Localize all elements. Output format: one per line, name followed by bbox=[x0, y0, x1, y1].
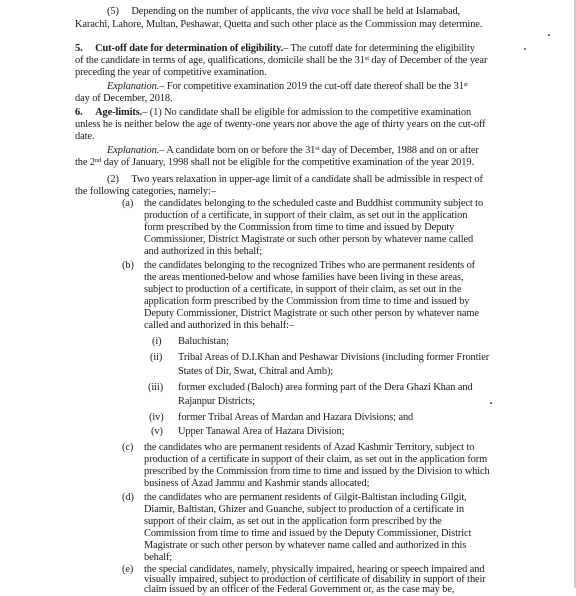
sec5-line-2 bbox=[75, 55, 487, 67]
sec6-expl-l2-text: the 2 bbox=[75, 157, 95, 168]
item-b-sub-ii-line-1: Tribal Areas of D.I.Khan and Peshawar Divisions (including former Frontier bbox=[178, 352, 490, 363]
sec6-expl-text: – A candidate born on or before the 31 bbox=[159, 145, 316, 156]
sec6-explanation-line-2 bbox=[75, 157, 474, 169]
item-e-line-1: the special candidates, namely, physically impaired, hearing or speech impaired and bbox=[144, 564, 485, 575]
item-d-line-3: support of their claim, as set out in the application form prescribed by the bbox=[144, 516, 442, 527]
item-b-sub-iii-line-2: Rajanpur Districts; bbox=[178, 396, 255, 407]
item-b-sub-ii-line-2: States of Dir, Swat, Chitral and Amb); bbox=[178, 366, 334, 377]
item-b-line-5: Deputy Commissioner, District Magistrate or such other person by whatever name bbox=[144, 308, 479, 319]
para5-text: Depending on the number of applicants, the bbox=[131, 6, 312, 17]
item-e-line-2: visually impaired, subject to production of certificate of disability in support of their bbox=[144, 574, 486, 585]
item-a-line-4: Commissioner, District Magistrate or such other person by whatever name called bbox=[144, 234, 474, 245]
item-c-line-4: business of Azad Jammu and Kashmir stands allocated; bbox=[144, 478, 370, 489]
item-b-sub-iv-text: former Tribal Areas of Mardan and Hazara Divisions; and bbox=[178, 412, 414, 423]
item-b-label: (b) bbox=[122, 260, 134, 271]
item-b-sub-i-text: Baluchistan; bbox=[178, 336, 229, 347]
sec5-expl-sup: st bbox=[463, 81, 468, 88]
item-a-label: (a) bbox=[122, 198, 134, 209]
item-b-line-3: subject to production of a certificate, in support of their claim, as set out in the bbox=[144, 284, 462, 295]
sec6-text: – (1) No candidate shall be eligible for admission to the competitive examination bbox=[142, 107, 472, 118]
sec5-l2-text: of the candidate in terms of age, qualifications, domicile shall be the 31 bbox=[75, 55, 365, 66]
scan-speck bbox=[548, 34, 550, 36]
item-b-sub-v-number: (v) bbox=[151, 426, 163, 437]
sec6-sub2-line-2: the following categories, namely:– bbox=[75, 186, 216, 197]
item-d-line-6: behalf; bbox=[144, 552, 173, 563]
item-b-line-4: application form prescribed by the Commission from time to time and issued by bbox=[144, 296, 470, 307]
item-d-line-4: Commission from time to time and issued by the Deputy Commissioner, District bbox=[144, 528, 472, 539]
para5-line-1 bbox=[107, 6, 460, 18]
item-b-sub-v-text: Upper Tanawal Area of Hazara Division; bbox=[178, 426, 345, 437]
item-a-line-3: form prescribed by the Commission from time to time and issued by Deputy bbox=[144, 222, 455, 233]
sec5-number: 5. bbox=[75, 43, 83, 54]
sec6-expl-label: Explanation. bbox=[107, 145, 160, 156]
sec6-expl-l2-end: day of January, 1998 shall not be eligible for the competitive examination of the year 2019. bbox=[101, 157, 474, 168]
sec6-line-2: unless he is neither below the age of twenty-one years nor above the age of thirty years on the cut-off bbox=[75, 119, 486, 130]
sec5-line-1 bbox=[75, 43, 475, 55]
item-d-label: (d) bbox=[122, 492, 134, 503]
item-e-line-3: claim issued by an officer of the Federal Government or, as the case may be, bbox=[144, 584, 455, 595]
item-d-line-5: Magistrate or such other person by whatever name called and authorized in this bbox=[144, 540, 467, 551]
item-c-line-3: prescribed by the Commission from time to time and issued by the Division to which bbox=[144, 466, 490, 477]
sec6-sub2-line-1 bbox=[107, 174, 483, 186]
sec5-expl-text: – For competitive examination 2019 the cut-off date thereof shall be the 31 bbox=[159, 81, 464, 92]
sec6-sub2-text: Two years relaxation in upper-age limit of a candidate shall be admissible in respect of bbox=[131, 174, 483, 185]
sec5-heading: Cut-off date for determination of eligibility. bbox=[95, 43, 284, 54]
item-c-label: (c) bbox=[122, 442, 134, 453]
sec6-expl-l2-sup: nd bbox=[95, 157, 102, 164]
item-b-line-2: the areas mentioned-below and whose families have been living in these areas, bbox=[144, 272, 464, 283]
para5-line-2: Karachi, Lahore, Multan, Peshawar, Quetta and such other place as the Commission may determine. bbox=[75, 19, 483, 30]
sec5-l2-end: day of December of the year bbox=[368, 55, 488, 66]
scan-speck bbox=[490, 402, 492, 404]
para5-text-end: shall be held at Islamabad, bbox=[349, 6, 461, 17]
sec5-explanation bbox=[107, 81, 468, 93]
item-d-line-1: the candidates who are permanent residents of Gilgit-Baltistan including Gilgit, bbox=[144, 492, 467, 503]
sec6-expl-text-2: day of December, 1988 and on or after bbox=[319, 145, 479, 156]
item-c-line-1: the candidates who are permanent residents of Azad Kashmir Territory, subject to bbox=[144, 442, 475, 453]
item-b-line-6: called and authorized in this behalf:– bbox=[144, 320, 294, 331]
sec6-line-1 bbox=[75, 107, 471, 119]
sec5-explanation-line-2: day of December, 2018. bbox=[75, 93, 173, 104]
sec6-sub2-number: (2) bbox=[107, 174, 119, 185]
item-a-line-2: production of a certificate, in support of their claim, as set out in the application bbox=[144, 210, 468, 221]
sec6-number: 6. bbox=[75, 107, 83, 118]
item-c-line-2: production of a certificate in support of their claim, as set out in the application form bbox=[144, 454, 488, 465]
sec5-line-3: preceding the year of competitive examination. bbox=[75, 67, 267, 78]
scan-speck bbox=[524, 48, 526, 50]
item-e-label: (e) bbox=[122, 564, 134, 575]
item-b-sub-iii-line-1: former excluded (Baloch) area forming part of the Dera Ghazi Khan and bbox=[178, 382, 473, 393]
sec5-expl-label: Explanation. bbox=[107, 81, 160, 92]
sec5-text: – The cutoff date for determining the eligibility bbox=[283, 43, 475, 54]
item-b-sub-iii-number: (iii) bbox=[148, 382, 164, 393]
sec6-line-3: date. bbox=[75, 131, 95, 142]
para5-italic: viva voce bbox=[311, 6, 350, 17]
sec5-l2-sup: st bbox=[364, 55, 369, 62]
sec6-expl-sup: st bbox=[315, 145, 320, 152]
item-a-line-1: the candidates belonging to the scheduled caste and Buddhist community subject to bbox=[144, 198, 484, 209]
item-b-sub-ii-number: (ii) bbox=[150, 352, 163, 363]
para5-number: (5) bbox=[107, 6, 119, 17]
item-b-sub-i-number: (i) bbox=[152, 336, 162, 347]
item-d-line-2: Diamir, Baltistan, Ghizer and Guanche, subject to production of a certificate in bbox=[144, 504, 464, 515]
item-b-line-1: the candidates belonging to the recognized Tribes who are permanent residents of bbox=[144, 260, 476, 271]
sec6-heading: Age-limits. bbox=[95, 107, 143, 118]
item-b-sub-iv-number: (iv) bbox=[149, 412, 164, 423]
sec6-explanation bbox=[107, 145, 479, 157]
item-a-line-5: and authorized in this behalf; bbox=[144, 246, 263, 257]
